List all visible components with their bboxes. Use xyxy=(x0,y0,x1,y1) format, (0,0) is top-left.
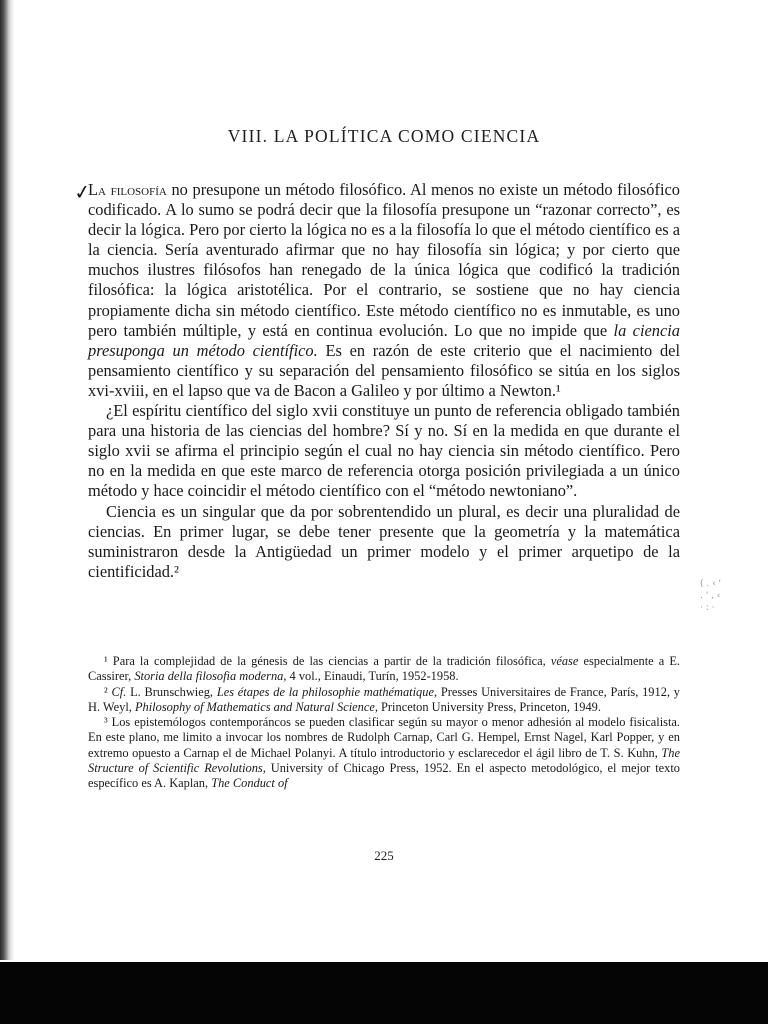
footnote-2-cf: Cf. xyxy=(111,684,127,699)
footnote-2-book-title-2: Philosophy of Mathematics and Natural Science, xyxy=(134,699,378,714)
footnote-2-text-c: Presses Universitaires de France, París, 1912, y H. Weyl, xyxy=(88,684,680,714)
paragraph-2: ¿El espíritu científico del siglo xvii constituye un punto de referencia obligado también para una historia de las ciencias del hombre? Sí y no. Sí en la medida en que durante el siglo xvii se afirma el principio según el cual no hay ciencia sin método científico. Pero no en la medida en que este marco de referencia otorga posición privilegiada a un único método y hace coincidir el método científico con el “método newtoniano”. xyxy=(88,401,680,501)
paragraph-3: Ciencia es un singular que da por sobrentendido un plural, es decir una pluralidad de ciencias. En primer lugar, se debe tener presente que la geometría y la matemática suministraron desde la Antigüedad un primer modelo y el primer arquetipo de la cientificidad.² xyxy=(88,501,680,581)
page-number: 225 xyxy=(374,848,394,863)
footnote-3 xyxy=(88,715,680,791)
margin-mark: ( . ‹ ' xyxy=(700,579,722,589)
margin-pencil-marks xyxy=(700,578,766,638)
paragraph-1 xyxy=(88,180,680,401)
margin-mark: · : · xyxy=(700,603,715,613)
paragraph-1-lead: La filosofía xyxy=(88,180,167,199)
footnote-3-text-b: University of Chicago Press, 1952. En el aspecto metodológico, el mejor texto específico es A. Kaplan, xyxy=(88,761,680,791)
scan-left-edge xyxy=(0,0,14,960)
footnote-3-text: ³ Los epistemólogos contemporáncos se pueden clasificar según su mayor o menor adhesión al modelo fisicalista. En este plano, me limito a invocar los nombres de Rudolph Carnap, Carl G. Hempel, Ernst Nagel, Karl Popper, y en extremo opuesto a Carnap el de Michael Polanyi. A título introductorio y esclarecedor el ágil libro de T. S. Kuhn, xyxy=(88,715,680,760)
main-text xyxy=(88,180,680,582)
paragraph-1-text: no presupone un método filosófico. Al menos no existe un método filosófico codificado. A lo sumo se podrá decir que la filosofía presupone un “razonar correcto”, es decir la lógica. Pero por cierto la lógica no es a la filosofía lo que el método científico es a la ciencia. Sería aventurado afirmar que no hay filosofía sin lógica; y por cierto que muchos ilustres filósofos han renegado de la única lógica que codificó la tradición filosófica: la lógica aristotélica. Por el contrario, se sostiene que no hay ciencia propiamente dicha sin método científico. Este método científico no es inmutable, es uno pero también múltiple, y está en continua evolución. Lo que no impide que xyxy=(88,180,680,340)
footnote-1-book-title: Storia della filosofia moderna, xyxy=(134,669,287,684)
footnote-1-text-c: 4 vol., Einaudi, Turín, 1952-1958. xyxy=(286,669,459,684)
margin-mark: . ' , ‹ xyxy=(700,591,721,601)
footnote-2-book-title-1: Les étapes de la philosophie mathématique, xyxy=(216,684,438,699)
footnote-3-book-title-1: The Structure of Scientific Revolutions, xyxy=(88,745,680,776)
paragraph-1-tail: Es en razón de este criterio que el nacimiento del pensamiento científico y su separación del pensamiento filosófico se sitúa en los siglos xvi-xviii, en el lapso que va de Bacon a Galileo y por último a Newton.¹ xyxy=(88,340,680,400)
footnote-1 xyxy=(88,654,680,685)
footnote-1-text: ¹ Para la complejidad de la génesis de las ciencias a partir de la tradición filosófica, xyxy=(104,654,551,668)
chapter-title: VIII. LA POLÍTICA COMO CIENCIA xyxy=(227,126,541,146)
footnote-2-text-d: Princeton University Press, Princeton, 1949. xyxy=(377,699,601,714)
scan-bottom-border xyxy=(0,962,768,1024)
footnote-2 xyxy=(88,685,680,716)
footnotes xyxy=(88,654,680,792)
footnote-2-text: L. Brunschwieg, xyxy=(126,684,217,699)
paragraph-1-italic: la ciencia presuponga un método científico. xyxy=(88,320,680,360)
footnote-2-marker: ² xyxy=(104,684,112,699)
footnote-1-text-b: especialmente a E. Cassirer, xyxy=(88,654,680,684)
footnote-1-vease: véase xyxy=(550,654,579,668)
book-page xyxy=(74,0,694,960)
handwritten-check-mark-icon: ✓ xyxy=(72,178,93,206)
footnote-3-book-title-2: The Conduct of xyxy=(211,776,288,791)
